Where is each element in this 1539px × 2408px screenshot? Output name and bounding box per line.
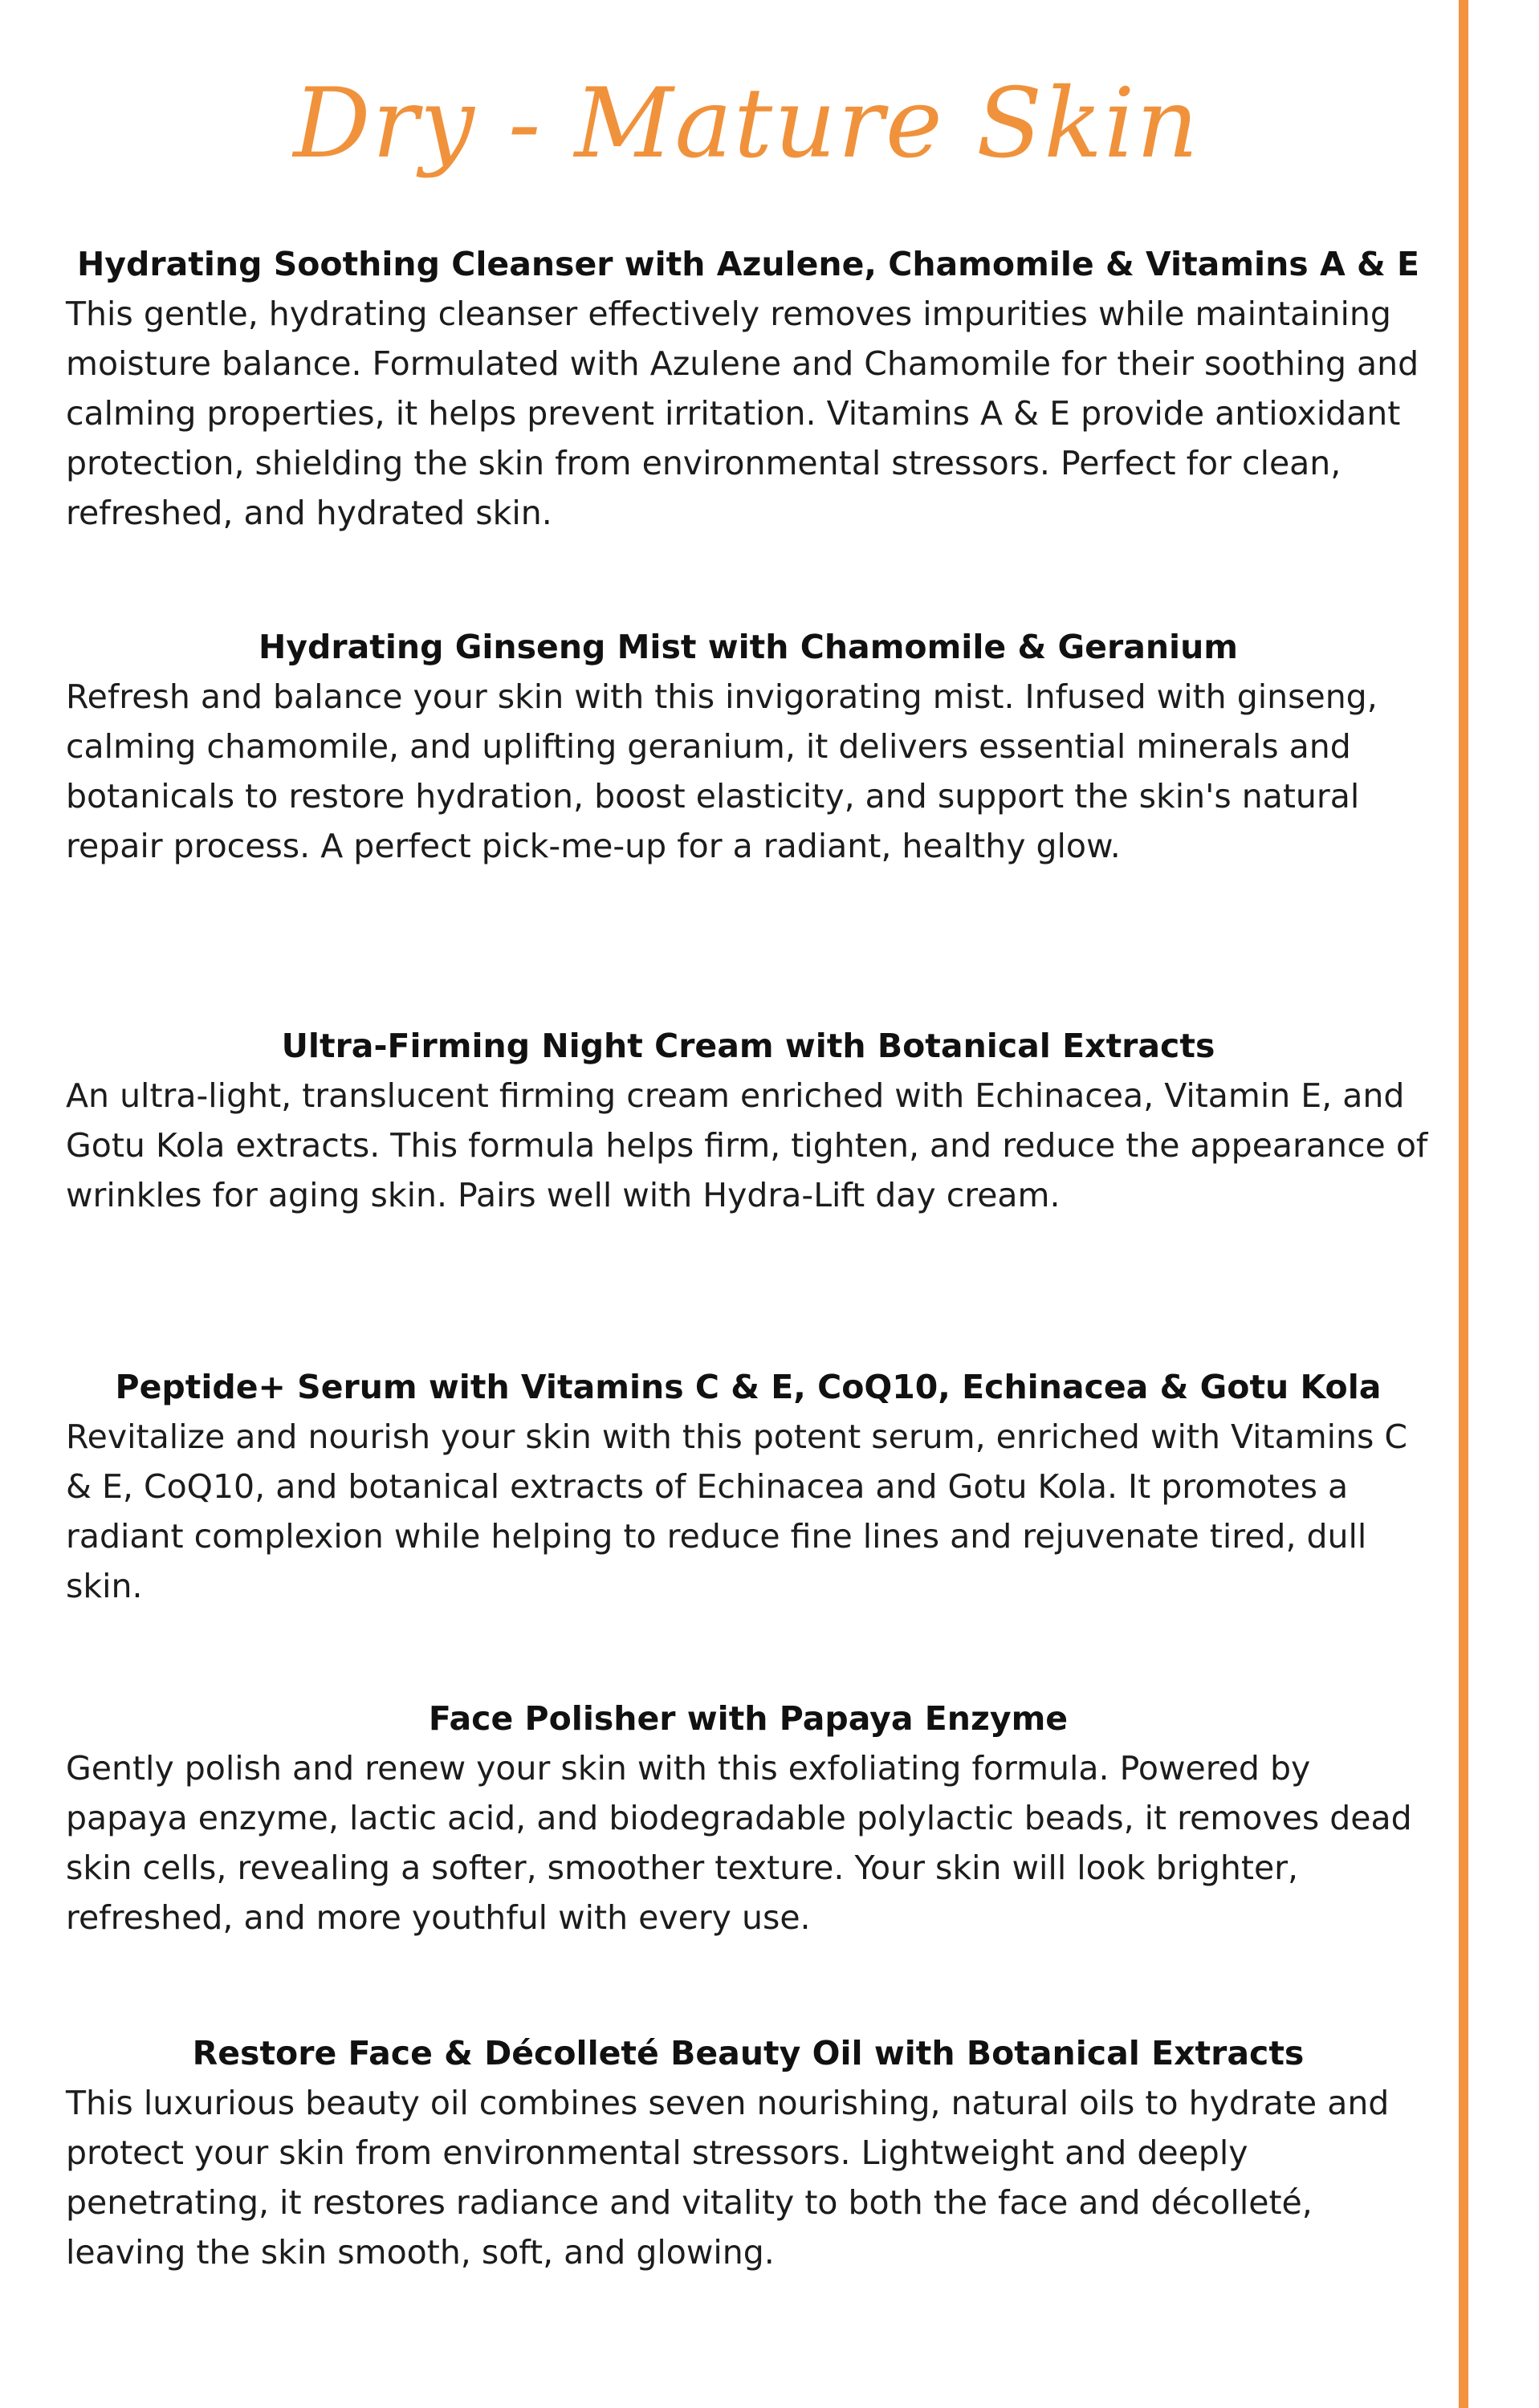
product-section: [66, 1694, 1431, 1942]
product-name: Hydrating Soothing Cleanser with Azulene, Chamomile & Vitamins A & E: [76, 245, 1420, 283]
product-description: This gentle, hydrating cleanser effectively removes impurities while maintaining moisture balance. Formulated with Azulene and Chamomile for their soothing and calming properties, it helps prevent irritation. Vitamins A & E provide antioxidant protection, shielding the skin from environmental stressors. Perfect for clean, refreshed, and hydrated skin.: [66, 295, 1419, 532]
accent-bar: [1459, 0, 1468, 2408]
page-title: Dry - Mature Skin: [293, 68, 1200, 180]
product-description: An ultra-light, translucent firming cream enriched with Echinacea, Vitamin E, and Gotu Kola extracts. This formula helps firm, tighten, and reduce the appearance of wrinkles for aging skin. Pairs well with Hydra-Lift day cream.: [66, 1076, 1428, 1214]
product-section: [66, 1362, 1431, 1611]
product-section: [66, 1021, 1431, 1220]
product-description: Gently polish and renew your skin with this exfoliating formula. Powered by papaya enzyme, lactic acid, and biodegradable polylactic beads, it removes dead skin cells, revealing a softer, smoother texture. Your skin will look brighter, refreshed, and more youthful with every use.: [66, 1749, 1412, 1937]
product-description: Revitalize and nourish your skin with this potent serum, enriched with Vitamins C & E, CoQ10, and botanical extracts of Echinacea and Gotu Kola. It promotes a radiant complexion while helping to reduce fine lines and rejuvenate tired, dull skin.: [66, 1418, 1408, 1605]
product-name: Ultra-Firming Night Cream with Botanical Extracts: [281, 1027, 1215, 1065]
product-name: Peptide+ Serum with Vitamins C & E, CoQ10, Echinacea & Gotu Kola: [115, 1368, 1382, 1406]
product-description: Refresh and balance your skin with this invigorating mist. Infused with ginseng, calming chamomile, and uplifting geranium, it delivers essential minerals and botanicals to restore hydration, boost elasticity, and support the skin's natural repair process. A perfect pick-me-up for a radiant, healthy glow.: [66, 677, 1378, 865]
product-description: This luxurious beauty oil combines seven nourishing, natural oils to hydrate and protect your skin from environmental stressors. Lightweight and deeply penetrating, it restores radiance and vitality to both the face and décolleté, leaving the skin smooth, soft, and glowing.: [66, 2084, 1390, 2272]
product-section: [66, 622, 1431, 871]
product-name: Face Polisher with Papaya Enzyme: [428, 1699, 1069, 1738]
product-section: [66, 239, 1431, 538]
product-section: [66, 2028, 1431, 2277]
product-name: Restore Face & Décolleté Beauty Oil with Botanical Extracts: [192, 2034, 1305, 2072]
product-name: Hydrating Ginseng Mist with Chamomile & Geranium: [258, 628, 1239, 666]
